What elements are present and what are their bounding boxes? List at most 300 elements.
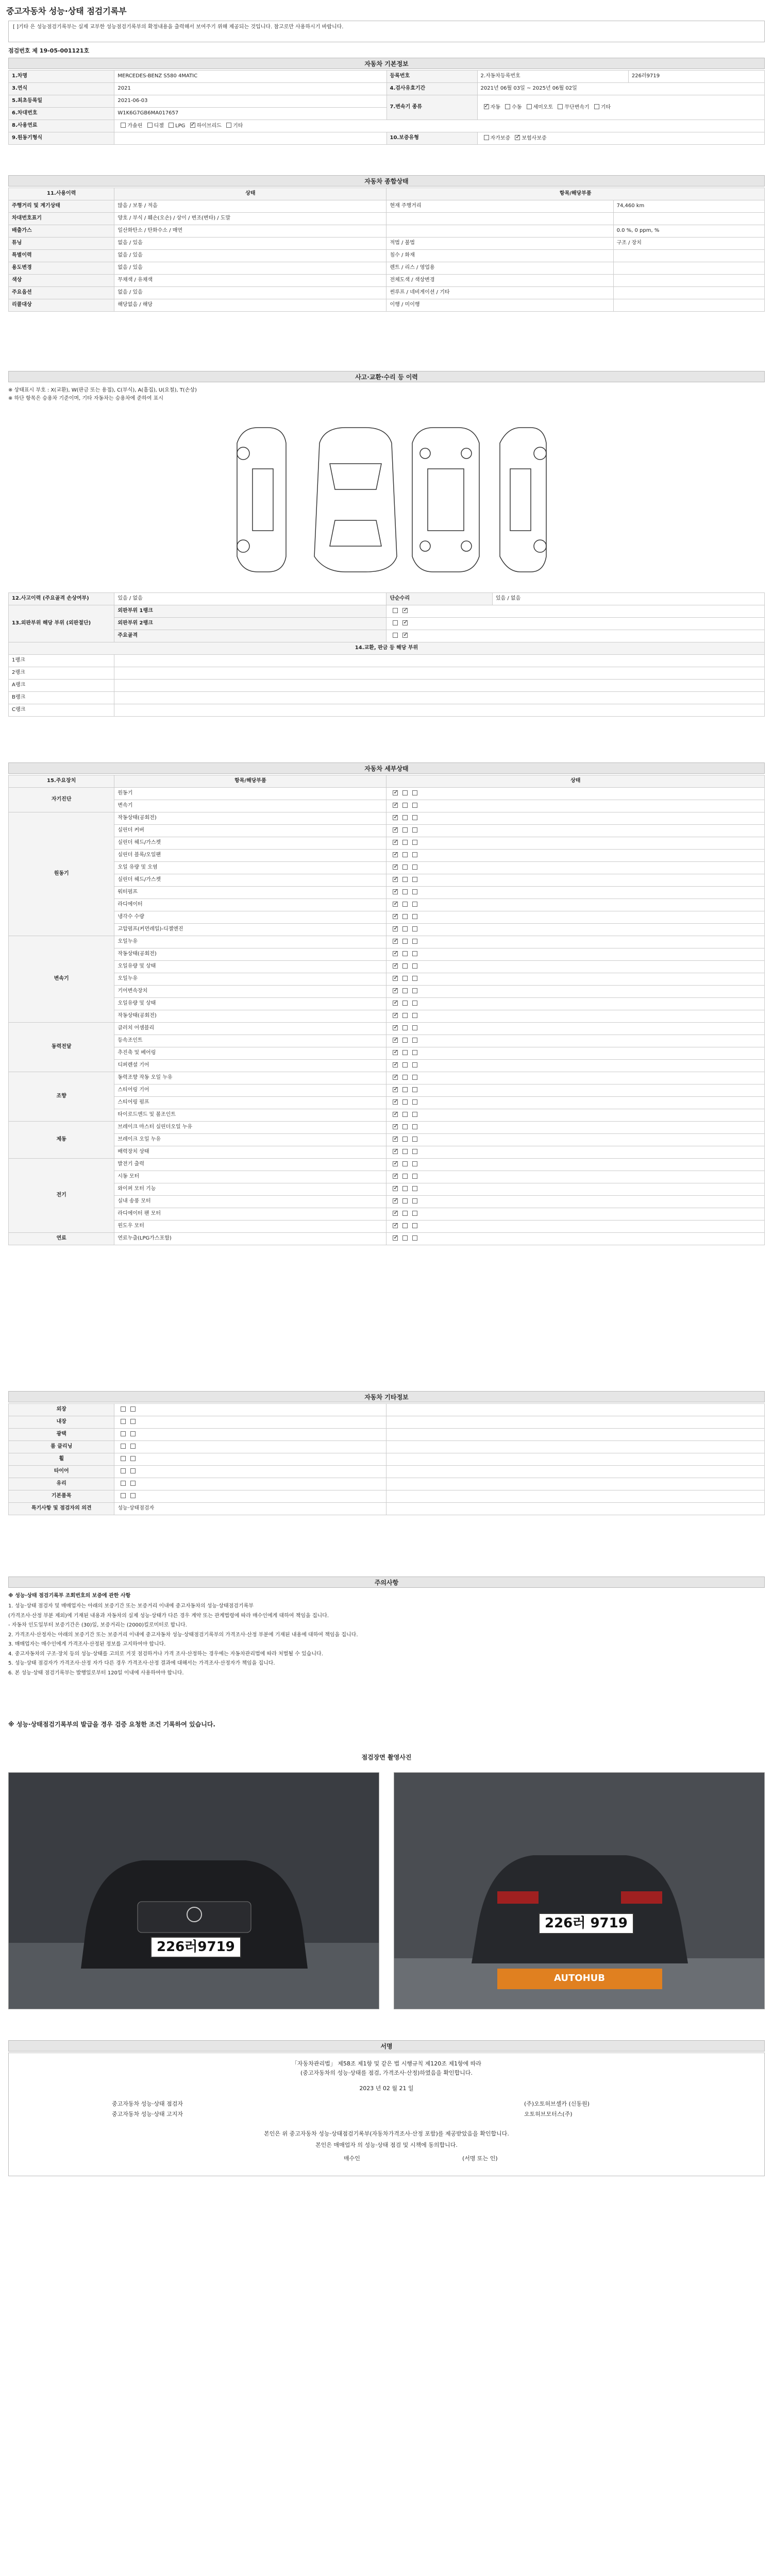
fuel-label: 8.사용연료 <box>9 120 114 132</box>
detail-state <box>386 973 765 986</box>
checkbox-icon <box>393 1161 398 1166</box>
part-row-label: A랭크 <box>9 680 114 692</box>
repair-value: 있음 / 없음 <box>492 593 764 605</box>
table-row <box>9 1035 765 1047</box>
table-row <box>9 1441 765 1453</box>
status-label: 리콜대상 <box>9 299 114 312</box>
etc-label: 유리 <box>9 1478 114 1490</box>
detail-state <box>386 1047 765 1060</box>
table-row <box>9 1146 765 1159</box>
status-value: 0.0 %, 0 ppm, % <box>613 225 764 238</box>
checkbox-icon <box>412 1198 417 1204</box>
checkbox-icon <box>402 1211 408 1216</box>
checkbox-icon <box>594 104 599 109</box>
vin-value: W1K6G7GB6MA017657 <box>114 108 386 120</box>
checkbox-icon <box>412 865 417 870</box>
checkbox-icon <box>402 1087 408 1092</box>
table-row <box>9 1183 765 1196</box>
part-row-value <box>114 655 765 667</box>
checkbox-icon <box>393 1211 398 1216</box>
fuel-option: 하이브리드 <box>196 123 222 129</box>
checkbox-icon <box>393 1112 398 1117</box>
detail-state <box>386 1097 765 1109</box>
status-label: 주요옵션 <box>9 287 114 299</box>
checkbox-icon <box>393 1001 398 1006</box>
outer-row-value <box>386 618 765 630</box>
detail-item: 추진축 및 베어링 <box>114 1047 386 1060</box>
table-row <box>9 973 765 986</box>
status-note: 이행 / 미이행 <box>386 299 613 312</box>
checkbox-icon <box>393 1099 398 1105</box>
status-label: 색상 <box>9 275 114 287</box>
detail-state <box>386 1183 765 1196</box>
status-note <box>386 225 613 238</box>
checkbox-icon <box>412 1149 417 1154</box>
checkbox-icon <box>393 963 398 969</box>
detail-state <box>386 936 765 948</box>
table-row <box>9 800 765 812</box>
etc-opinion-value <box>386 1503 765 1515</box>
detail-item: 실내 송풍 모터 <box>114 1196 386 1208</box>
reg-col-label: 등록번호 <box>386 71 477 83</box>
table-row <box>9 887 765 899</box>
checkbox-icon <box>527 104 532 109</box>
table-row <box>9 1159 765 1171</box>
checkbox-icon <box>393 1050 398 1055</box>
checkbox-icon <box>393 1149 398 1154</box>
detail-item: 라디에이터 팬 모터 <box>114 1208 386 1221</box>
notice-box: [ ]기타 은 성능점검기록부는 실제 교부한 성능점검기록부의 확정내용을 출력해서 보여주기 위해 제공되는 것입니다. 참고로만 사용하시기 바랍니다. <box>8 21 765 42</box>
etc-detail <box>386 1404 765 1416</box>
detail-state <box>386 837 765 850</box>
status-value <box>613 299 764 312</box>
table-row <box>9 1466 765 1478</box>
caution-line: 6. 본 성능·상태 점검기록부는 발행일로부터 120일 이내에 사용하여야 합니다. <box>8 1670 184 1676</box>
period-label: 4.검사유효기간 <box>386 83 477 95</box>
section-caution: 주의사항 <box>8 1577 765 1588</box>
table-row <box>9 1171 765 1183</box>
status-value: 74,460 km <box>613 200 764 213</box>
status-state: 양호 / 부식 / 훼손(오손) / 상이 / 변조(변타) / 도말 <box>114 213 386 225</box>
checkbox-icon <box>412 914 417 919</box>
detail-item: 브레이크 마스터 실린더오일 누유 <box>114 1122 386 1134</box>
table-row <box>9 1478 765 1490</box>
etc-state <box>114 1416 386 1429</box>
status-note: 적법 / 불법 <box>386 238 613 250</box>
car-front-icon <box>9 1773 379 2009</box>
year-value: 2021 <box>114 83 386 95</box>
table-row <box>9 961 765 973</box>
detail-state <box>386 874 765 887</box>
status-value: 구조 / 장치 <box>613 238 764 250</box>
part-row-value <box>114 704 765 717</box>
checkbox-icon <box>121 123 126 128</box>
section-etc: 자동차 기타정보 <box>8 1391 765 1402</box>
checkbox-icon <box>393 902 398 907</box>
sign-role-1: 중고자동차 성능·상태 점검자 <box>112 2100 183 2107</box>
part-row-label: 2랭크 <box>9 667 114 680</box>
detail-item: 오일유량 및 상태 <box>114 961 386 973</box>
status-note <box>386 213 613 225</box>
checkbox-icon <box>412 1087 417 1092</box>
fuel-option: LPG <box>175 123 186 129</box>
detail-state <box>386 1010 765 1023</box>
table-row <box>9 1490 765 1503</box>
motor-label: 9.원동기형식 <box>9 132 114 145</box>
checkbox-icon <box>121 1406 126 1412</box>
etc-opinion: 성능·상태점검자 <box>114 1503 386 1515</box>
checkbox-icon <box>402 815 408 820</box>
detail-item: 원동기 <box>114 788 386 800</box>
table-row <box>9 1072 765 1084</box>
trans-option: 세미오토 <box>533 104 553 110</box>
checkbox-icon <box>412 1001 417 1006</box>
detail-state <box>386 1060 765 1072</box>
checkbox-icon <box>402 1038 408 1043</box>
detail-item: 워터펌프 <box>114 887 386 899</box>
checkbox-icon <box>393 889 398 894</box>
checkbox-icon <box>412 803 417 808</box>
checkbox-icon <box>412 1025 417 1030</box>
checkbox-icon <box>412 790 417 795</box>
document-number: 점검번호 제 19-05-001121호 <box>8 47 90 54</box>
detail-group: 자기진단 <box>9 788 114 812</box>
checkbox-icon <box>412 1137 417 1142</box>
checkbox-icon <box>412 1075 417 1080</box>
checkbox-icon <box>412 877 417 882</box>
caution-line: 5. 성능·상태 점검자가 가격조사·산정 자가 다른 경우 가격조사·산정 결과에 대해서는 가격조사·산정자가 책임을 집니다. <box>8 1660 275 1666</box>
table-row <box>9 1429 765 1441</box>
status-note: 침수 / 화재 <box>386 250 613 262</box>
status-state: 해당없음 / 해당 <box>114 299 386 312</box>
warranty-label: 10.보증유형 <box>386 132 477 145</box>
detail-item: 시동 모터 <box>114 1171 386 1183</box>
checkbox-icon <box>393 1013 398 1018</box>
checkbox-icon <box>412 852 417 857</box>
car-name-value: MERCEDES-BENZ S580 4MATIC <box>114 71 386 83</box>
caution-lines <box>8 1603 765 1680</box>
detail-state <box>386 948 765 961</box>
checkbox-icon <box>412 963 417 969</box>
part-row-label: 1랭크 <box>9 655 114 667</box>
detail-state <box>386 899 765 911</box>
checkbox-icon <box>402 939 408 944</box>
detail-item: 고압펌프(커먼레일)-디젤엔진 <box>114 924 386 936</box>
checkbox-icon <box>515 135 520 140</box>
etc-label: 휠 <box>9 1453 114 1466</box>
detail-state <box>386 862 765 874</box>
detail-group: 제동 <box>9 1122 114 1159</box>
checkbox-icon <box>412 951 417 956</box>
detail-item: 작동상태(공회전) <box>114 948 386 961</box>
fuel-option: 가솔린 <box>127 123 143 129</box>
detail-group: 연료 <box>9 1233 114 1245</box>
table-row <box>9 998 765 1010</box>
detail-item: 오일 유량 및 오염 <box>114 862 386 874</box>
detail-item: 타이로드엔드 및 볼조인트 <box>114 1109 386 1122</box>
table-row <box>9 225 765 238</box>
checkbox-icon <box>393 865 398 870</box>
section-sign: 서명 <box>8 2040 765 2052</box>
sub-label: 14.교환, 판금 등 해당 부위 <box>9 642 765 655</box>
repair-label: 단순수리 <box>386 593 492 605</box>
detail-state <box>386 1208 765 1221</box>
warranty-options <box>477 132 764 145</box>
status-label: 배출가스 <box>9 225 114 238</box>
detail-state <box>386 1035 765 1047</box>
checkbox-icon <box>393 926 398 931</box>
table-row <box>9 1060 765 1072</box>
checkbox-icon <box>147 123 153 128</box>
etc-detail <box>386 1478 765 1490</box>
detail-group: 변속기 <box>9 936 114 1023</box>
detail-state <box>386 1109 765 1122</box>
checkbox-icon <box>402 988 408 993</box>
part-row-value <box>114 692 765 704</box>
detail-item: 실린더 헤드/가스켓 <box>114 837 386 850</box>
checkbox-icon <box>393 1025 398 1030</box>
checkbox-icon <box>402 877 408 882</box>
table-row <box>9 986 765 998</box>
checkbox-icon <box>393 951 398 956</box>
caution-line: 1. 성능·상태 점검자 및 매매업자는 아래의 보증기간 또는 보증거리 이내에 중고자동차의 성능·상태점검기록부 <box>8 1603 254 1609</box>
detail-state <box>386 1171 765 1183</box>
checkbox-icon <box>402 926 408 931</box>
checkbox-icon <box>412 939 417 944</box>
status-value <box>613 250 764 262</box>
table-row <box>9 862 765 874</box>
checkbox-icon <box>412 1223 417 1228</box>
table-row <box>9 1109 765 1122</box>
section-damage: 사고·교환·수리 등 이력 <box>8 371 765 382</box>
detail-item: 변속기 <box>114 800 386 812</box>
detail-group: 전기 <box>9 1159 114 1233</box>
checkbox-icon <box>402 827 408 833</box>
checkbox-icon <box>393 939 398 944</box>
etc-label: 외장 <box>9 1404 114 1416</box>
status-note: 썬루프 / 네비게이션 / 기타 <box>386 287 613 299</box>
detail-item: 스티어링 기어 <box>114 1084 386 1097</box>
detail-table <box>8 775 765 1245</box>
table-row <box>9 1010 765 1023</box>
checkbox-icon <box>558 104 563 109</box>
part-row-label: B랭크 <box>9 692 114 704</box>
motor-value <box>114 132 386 145</box>
fuel-option: 기타 <box>233 123 243 129</box>
checkbox-icon <box>402 1013 408 1018</box>
checkbox-icon <box>393 620 398 625</box>
period-value: 2021년 06월 03일 ~ 2025년 06월 02일 <box>477 83 764 95</box>
status-value <box>613 275 764 287</box>
detail-state <box>386 961 765 973</box>
checkbox-icon <box>402 1001 408 1006</box>
checkbox-icon <box>412 1235 417 1241</box>
etc-label: 내장 <box>9 1416 114 1429</box>
checkbox-icon <box>412 1112 417 1117</box>
detail-item: 브레이크 오일 누유 <box>114 1134 386 1146</box>
checkbox-icon <box>402 790 408 795</box>
detail-item: 작동상태(공회전) <box>114 812 386 825</box>
outer-row-value <box>386 605 765 618</box>
section-status: 자동차 종합상태 <box>8 175 765 187</box>
checkbox-icon <box>402 1198 408 1204</box>
damage-legend: ※ 상태표시 부호 : X(교환), W(판금 또는 용접), C(부식), A(흠집), U(요철), T(손상) <box>8 387 197 393</box>
checkbox-icon <box>393 914 398 919</box>
checkbox-icon <box>393 1075 398 1080</box>
status-state: 없음 / 있음 <box>114 238 386 250</box>
status-state: 많음 / 보통 / 적음 <box>114 200 386 213</box>
etc-table <box>8 1403 765 1515</box>
etc-detail <box>386 1416 765 1429</box>
outer-row: 주요골격 <box>114 630 386 642</box>
detail-item: 작동상태(공회전) <box>114 1010 386 1023</box>
detail-state <box>386 788 765 800</box>
detail-state <box>386 1072 765 1084</box>
checkbox-icon <box>412 1174 417 1179</box>
checkbox-icon <box>402 1161 408 1166</box>
status-label: 튜닝 <box>9 238 114 250</box>
checkbox-icon <box>402 1062 408 1067</box>
detail-item: 발전기 출력 <box>114 1159 386 1171</box>
checkbox-icon <box>130 1431 136 1436</box>
checkbox-icon <box>393 1186 398 1191</box>
detail-header: 15.주요장치 <box>9 775 114 788</box>
outer-row: 외판부위 2랭크 <box>114 618 386 630</box>
table-row <box>9 1503 765 1515</box>
checkbox-icon <box>484 104 489 109</box>
table-row <box>9 1122 765 1134</box>
outer-label: 13.외판부위 해당 부위 (외판절단) <box>9 605 114 642</box>
checkbox-icon <box>393 1235 398 1241</box>
status-value <box>613 213 764 225</box>
sign-buyer: 매수인 <box>344 2155 360 2162</box>
checkbox-icon <box>402 951 408 956</box>
checkbox-icon <box>412 1211 417 1216</box>
damage-legend-2: ※ 하단 항목은 승용차 기준이며, 기타 자동차는 승용차에 준하여 표시 <box>8 396 163 401</box>
part-row-value <box>114 667 765 680</box>
checkbox-icon <box>121 1493 126 1498</box>
car-name-label: 1.차명 <box>9 71 114 83</box>
section-detail: 자동차 세부상태 <box>8 762 765 774</box>
table-row <box>9 788 765 800</box>
checkbox-icon <box>121 1481 126 1486</box>
sign-name-2: 오토허브모터스(주) <box>524 2111 573 2117</box>
status-header: 상태 <box>114 188 386 200</box>
etc-state <box>114 1429 386 1441</box>
detail-state <box>386 911 765 924</box>
detail-item: 오일누유 <box>114 936 386 948</box>
detail-item: 라디에이터 <box>114 899 386 911</box>
detail-state <box>386 1146 765 1159</box>
detail-group: 원동기 <box>9 812 114 936</box>
table-row <box>9 874 765 887</box>
table-row <box>9 1221 765 1233</box>
table-row <box>9 1047 765 1060</box>
section-basic: 자동차 기본정보 <box>8 58 765 69</box>
checkbox-icon <box>412 889 417 894</box>
etc-state <box>114 1466 386 1478</box>
photo-front <box>8 1772 379 2009</box>
caution-line: (가격조사·산정 부분 제외)에 기재된 내용과 자동차의 실제 성능·상태가 다른 경우 계약 또는 관계법령에 따라 매수인에게 대하여 책임을 집니다. <box>8 1613 329 1619</box>
checkbox-icon <box>393 988 398 993</box>
table-row <box>9 1233 765 1245</box>
checkbox-icon <box>402 840 408 845</box>
table-row <box>9 213 765 225</box>
detail-item: 스티어링 펌프 <box>114 1097 386 1109</box>
checkbox-icon <box>393 815 398 820</box>
detail-item: 오일유량 및 상태 <box>114 998 386 1010</box>
table-row <box>9 1023 765 1035</box>
checkbox-icon <box>402 803 408 808</box>
sign-line-1: 「자동차관리법」 제58조 제1항 및 같은 법 시행규칙 제120조 제1항에 따라 <box>291 2060 482 2067</box>
sign-area <box>8 2053 765 2176</box>
detail-item: 동력조향 작동 오일 누유 <box>114 1072 386 1084</box>
checkbox-icon <box>402 1099 408 1105</box>
status-note: 렌트 / 리스 / 영업용 <box>386 262 613 275</box>
checkbox-icon <box>402 914 408 919</box>
checkbox-icon <box>402 1025 408 1030</box>
table-row <box>9 825 765 837</box>
checkbox-icon <box>402 1223 408 1228</box>
plate-value: 226러9719 <box>628 71 764 83</box>
status-state: 없음 / 있음 <box>114 287 386 299</box>
status-label: 특별이력 <box>9 250 114 262</box>
checkbox-icon <box>393 852 398 857</box>
checkbox-icon <box>393 1062 398 1067</box>
status-label: 주행거리 및 계기상태 <box>9 200 114 213</box>
detail-state <box>386 1084 765 1097</box>
etc-state <box>114 1490 386 1503</box>
detail-item: 실린더 블록/오일팬 <box>114 850 386 862</box>
status-note: 현재 주행거리 <box>386 200 613 213</box>
table-row <box>9 948 765 961</box>
detail-state <box>386 1122 765 1134</box>
etc-detail <box>386 1429 765 1441</box>
checkbox-icon <box>121 1431 126 1436</box>
checkbox-icon <box>412 902 417 907</box>
checkbox-icon <box>402 1186 408 1191</box>
checkbox-icon <box>130 1481 136 1486</box>
status-state: 무채색 / 유채색 <box>114 275 386 287</box>
photo-area <box>8 1772 765 2009</box>
status-state: 없음 / 있음 <box>114 262 386 275</box>
table-row <box>9 200 765 213</box>
table-row <box>9 1453 765 1466</box>
checkbox-icon <box>412 988 417 993</box>
checkbox-icon <box>412 815 417 820</box>
checkbox-icon <box>412 1013 417 1018</box>
checkbox-icon <box>393 877 398 882</box>
table-row <box>9 1196 765 1208</box>
checkbox-icon <box>484 135 489 140</box>
sign-label: (서명 또는 인) <box>462 2155 498 2162</box>
checkbox-icon <box>130 1468 136 1473</box>
checkbox-icon <box>130 1456 136 1461</box>
checkbox-icon <box>412 1161 417 1166</box>
checkbox-icon <box>393 976 398 981</box>
checkbox-icon <box>393 827 398 833</box>
checkbox-icon <box>121 1456 126 1461</box>
caution-bottom: ※ 성능·상태점검기록부의 발급을 경우 검증 요청한 조건 기록하여 있습니다. <box>8 1721 215 1728</box>
checkbox-icon <box>226 123 231 128</box>
detail-state <box>386 998 765 1010</box>
detail-group: 동력전달 <box>9 1023 114 1072</box>
photo-rear <box>394 1772 765 2009</box>
checkbox-icon <box>121 1468 126 1473</box>
damage-table <box>8 592 765 717</box>
checkbox-icon <box>402 633 408 638</box>
status-label: 용도변경 <box>9 262 114 275</box>
